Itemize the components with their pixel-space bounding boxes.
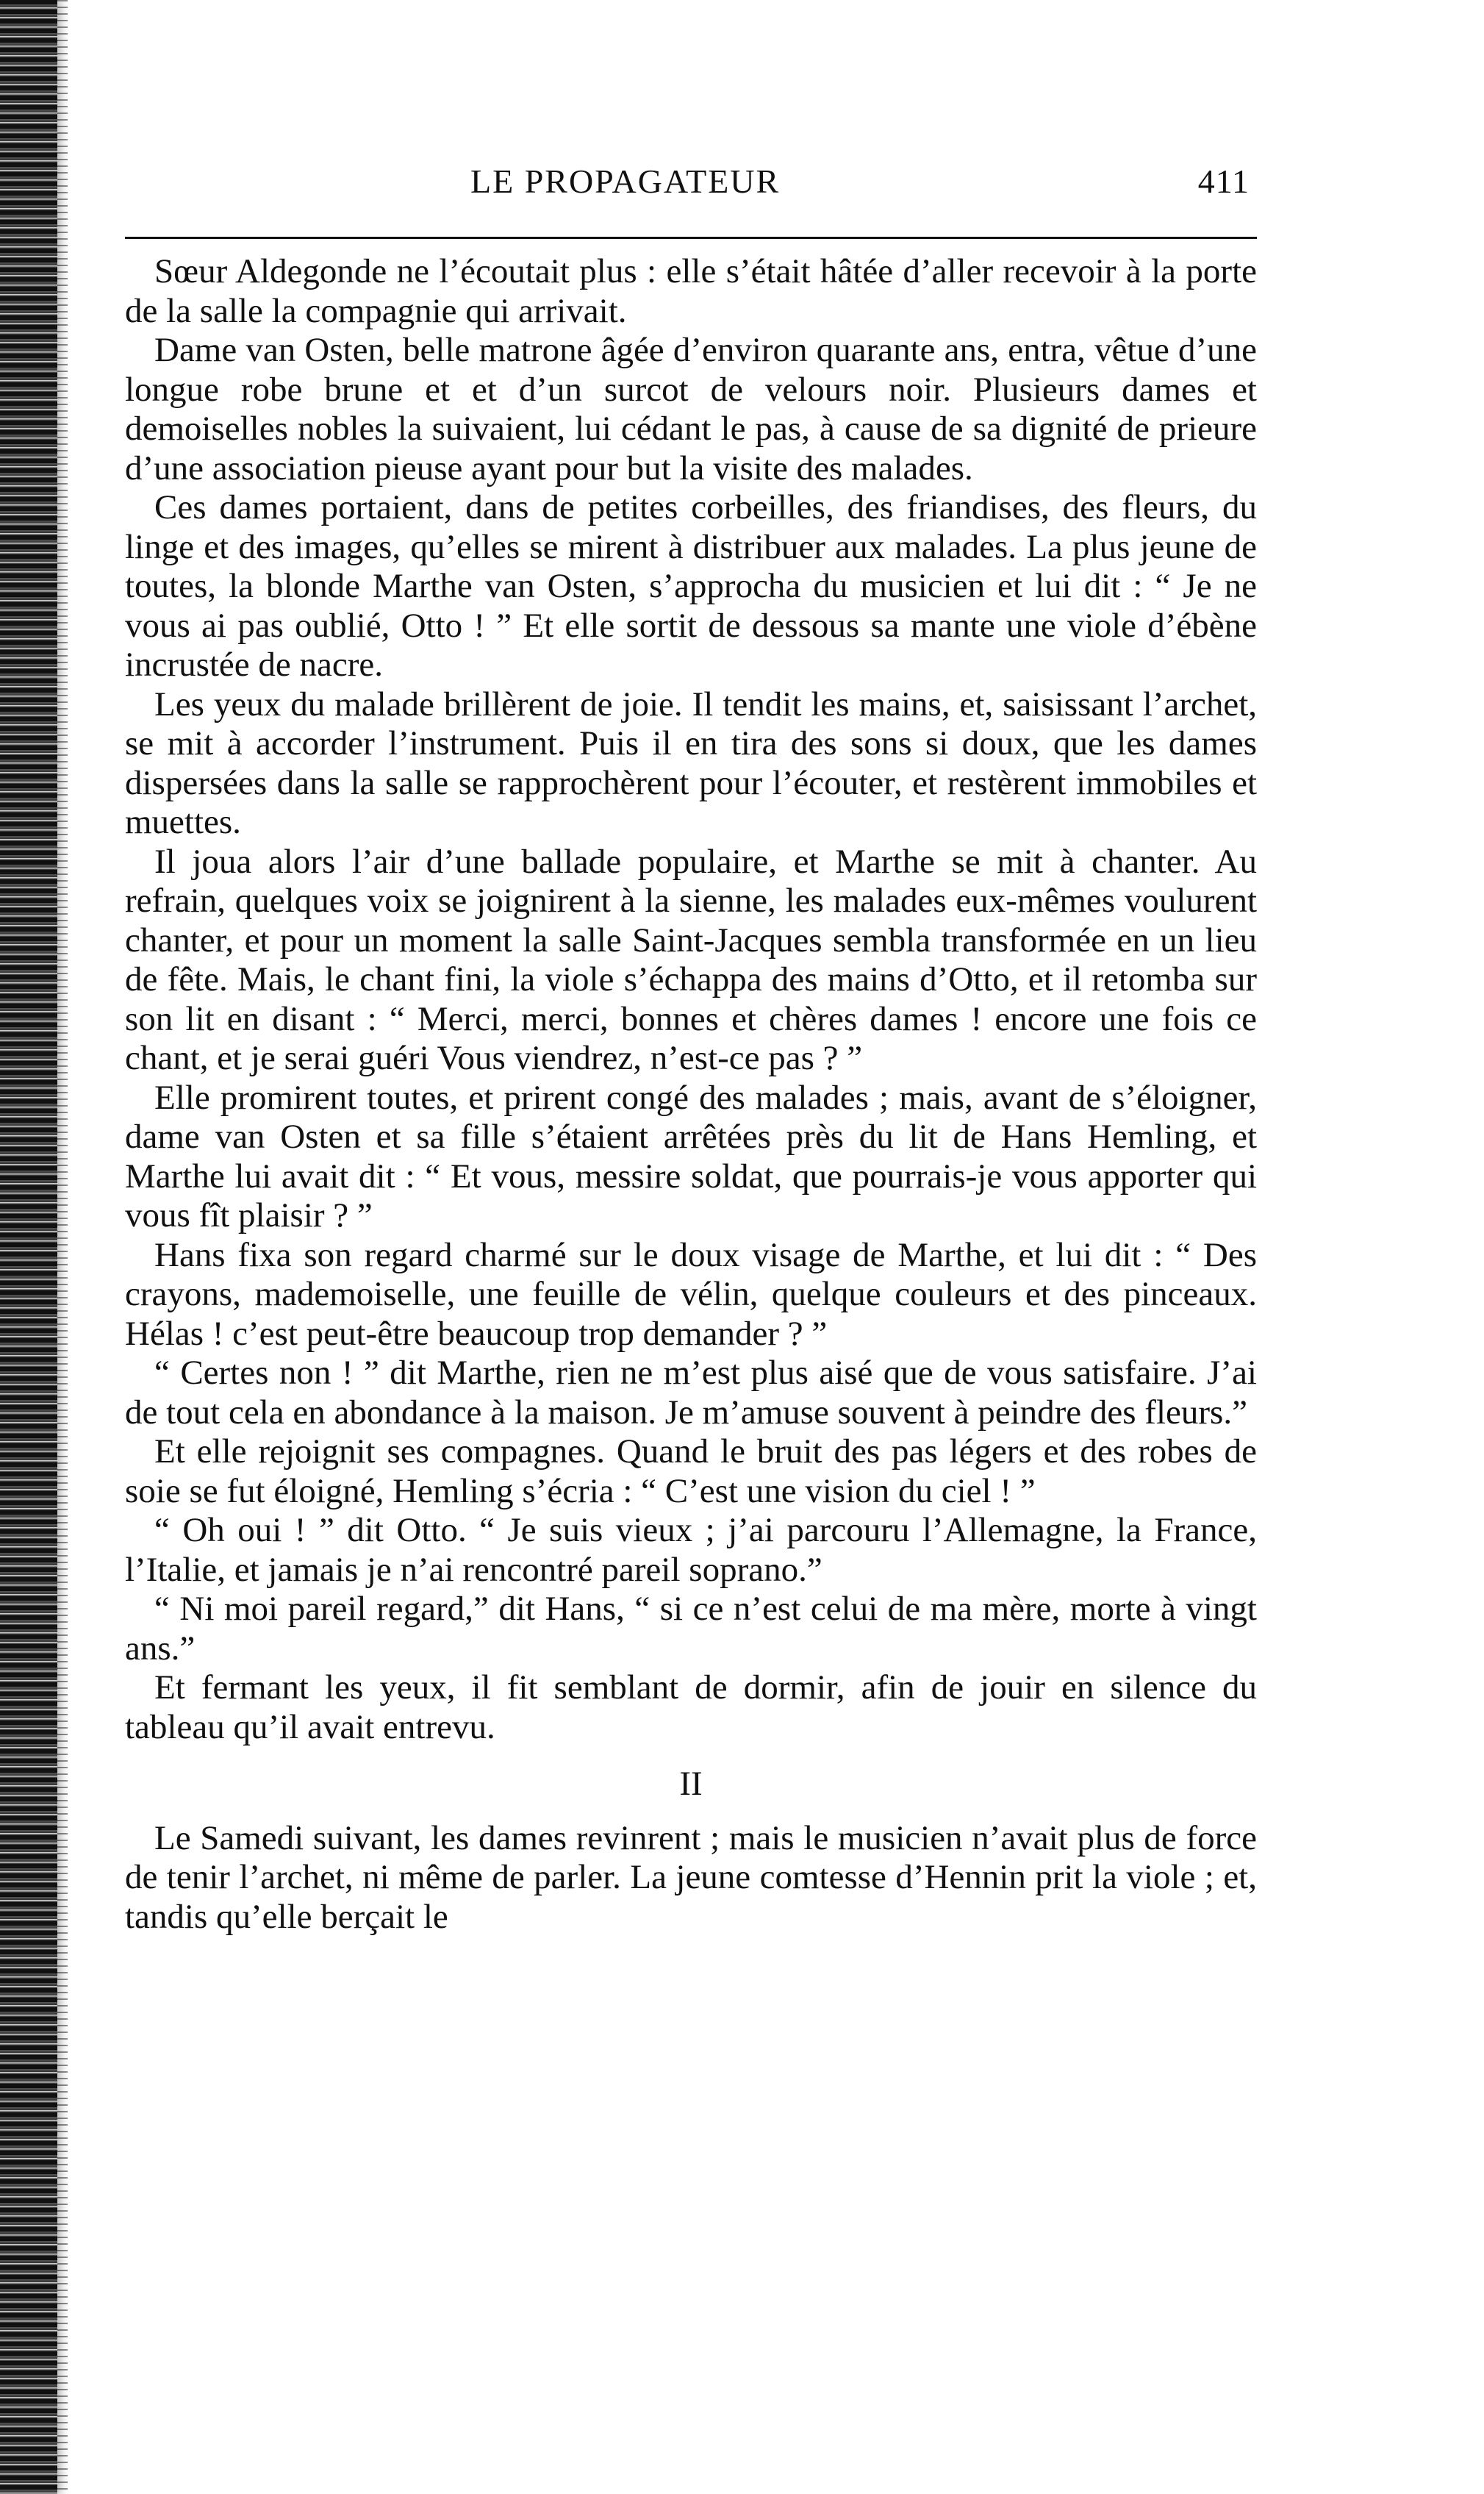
running-title: LE PROPAGATEUR <box>470 162 781 200</box>
paragraph: Et fermant les yeux, il fit semblant de dormir, afin de jouir en silence du tableau qu’il avait entrevu. <box>125 1668 1257 1746</box>
paragraph: Elle promirent toutes, et prirent congé des malades ; mais, avant de s’éloigner, dame van Osten et sa fille s’étaient arrêtées près du lit de Hans Hemling, et Marthe lui avait dit : “ Et vous, messire soldat, que pourrais-je vous apporter qui vous fît plaisir ? ” <box>125 1078 1257 1235</box>
running-header <box>125 147 1257 221</box>
book-page <box>125 147 1257 1937</box>
book-binding-edge <box>0 0 57 2494</box>
paragraph: “ Ni moi pareil regard,” dit Hans, “ si ce n’est celui de ma mère, morte à vingt ans.” <box>125 1590 1257 1668</box>
paragraph: Il joua alors l’air d’une ballade populaire, et Marthe se mit à chanter. Au refrain, quelques voix se joignirent à la sienne, les malades eux-mêmes voulurent chanter, et pour un moment la salle Saint-Jacques sembla transformée en un lieu de fête. Mais, le chant fini, la viole s’échappa des mains d’Otto, et il retomba sur son lit en disant : “ Merci, merci, bonnes et chères dames ! encore une fois ce chant, et je serai guéri Vous viendrez, n’est-ce pas ? ” <box>125 842 1257 1077</box>
paragraph: “ Oh oui ! ” dit Otto. “ Je suis vieux ; j’ai parcouru l’Allemagne, la France, l’Italie, et jamais je n’ai rencontré pareil soprano.” <box>125 1511 1257 1589</box>
body-text-part-2 <box>125 1819 1257 1937</box>
paragraph: Hans fixa son regard charmé sur le doux visage de Marthe, et lui dit : “ Des crayons, mademoiselle, une feuille de vélin, quelque couleurs et des pinceaux. Hélas ! c’est peut-être beaucoup trop demander ? ” <box>125 1235 1257 1353</box>
paragraph: Les yeux du malade brillèrent de joie. Il tendit les mains, et, saisissant l’archet, se mit à accorder l’instrument. Puis il en tira des sons si doux, que les dames dispersées dans la salle se rapprochèrent pour l’écouter, et restèrent immobiles et muettes. <box>125 685 1257 841</box>
paragraph: Ces dames portaient, dans de petites corbeilles, des friandises, des fleurs, du linge et des images, qu’elles se mirent à distribuer aux malades. La plus jeune de toutes, la blonde Marthe van Osten, s’approcha du musicien et lui dit : “ Je ne vous ai pas oublié, Otto ! ” Et elle sortit de dessous sa mante une viole d’ébène incrustée de nacre. <box>125 488 1257 684</box>
paragraph: “ Certes non ! ” dit Marthe, rien ne m’est plus aisé que de vous satisfaire. J’ai de tout cela en abondance à la maison. Je m’amuse souvent à peindre des fleurs.” <box>125 1354 1257 1432</box>
body-text-part-1 <box>125 252 1257 1747</box>
page-number: 411 <box>1197 162 1250 200</box>
paragraph: Le Samedi suivant, les dames revinrent ; mais le musicien n’avait plus de force de tenir l’archet, ni même de parler. La jeune comtesse d’Hennin prit la viole ; et, tandis qu’elle berçait le <box>125 1818 1257 1936</box>
paragraph: Sœur Aldegonde ne l’écoutait plus : elle s’était hâtée d’aller recevoir à la porte de la salle la compagnie qui arrivait. <box>125 252 1257 330</box>
section-heading: II <box>679 1765 703 1803</box>
paragraph: Dame van Osten, belle matrone âgée d’environ quarante ans, entra, vêtue d’une longue robe brune et et d’un surcot de velours noir. Plusieurs dames et demoiselles nobles la suivaient, lui cédant le pas, à cause de sa dignité de prieure d’une association pieuse ayant pour but la visite des malades. <box>125 331 1257 487</box>
header-rule <box>125 237 1257 239</box>
paragraph: Et elle rejoignit ses compagnes. Quand le bruit des pas légers et des robes de soie se fut éloigné, Hemling s’écria : “ C’est une vision du ciel ! ” <box>125 1432 1257 1510</box>
